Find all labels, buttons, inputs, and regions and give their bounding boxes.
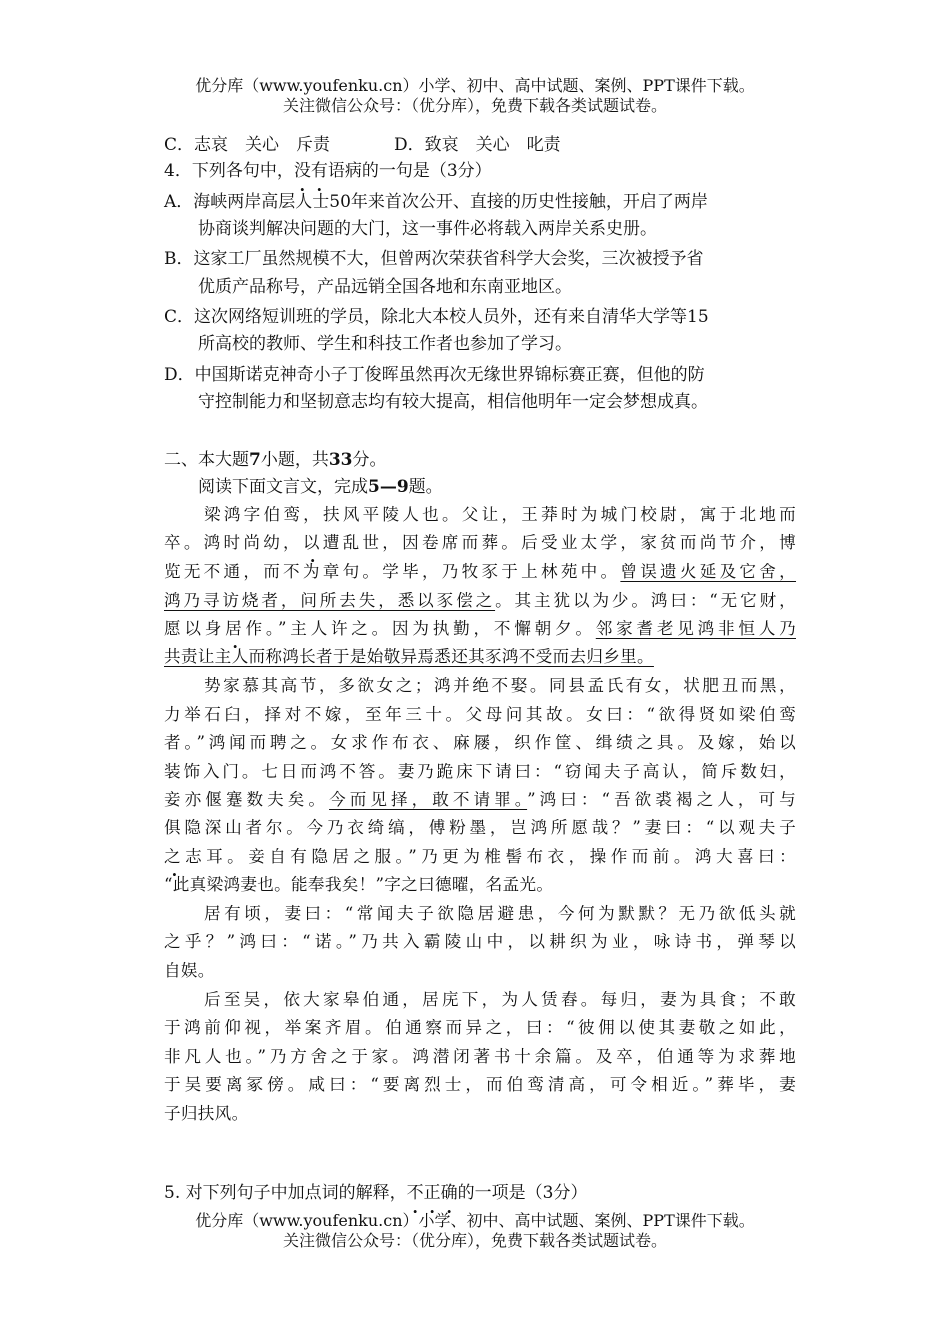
emphasis-char: 确 [440, 1183, 458, 1203]
passage-line: 子归扶风。 [164, 1104, 249, 1123]
passage-line: 鸿乃寻访烧者，问所去失，悉以豕偿之。其主犹以为少。鸿曰：“无它财， [164, 591, 796, 610]
passage-line: 后至吴，依大家皋伯通，居庑下，为人赁舂。每归，妻为具食；不敢 [204, 990, 796, 1009]
underlined-sentence: 今而见择，敢不请罪。 [329, 790, 528, 809]
q4-stem: 4．下列各句中，没有语病的一句是（3分） [164, 161, 492, 181]
q3-option-c: C．志哀 关心 斥责 [164, 135, 331, 155]
underlined-sentence: 曾误遗火延及它舍， [620, 562, 797, 581]
emphasis-char: 不 [406, 1183, 424, 1203]
q5-stem: 5. 对下列句子中加点词的解释，不正确的一项是（3分） [164, 1183, 588, 1203]
q4-option-d: D．中国斯诺克神奇小子丁俊晖虽然再次无缘世界锦标赛正赛，但他的防 [164, 365, 705, 385]
passage-line: 妾亦偃蹇数夫矣。今而见择，敢不请罪。”鸿曰：“吾欲裘褐之人，可与 [164, 790, 796, 809]
section-2-title: 二、本大题7小题，共33分。 [164, 450, 387, 470]
q4-option-b-cont: 优质产品称号，产品远销全国各地和东南亚地区。 [198, 277, 572, 297]
passage-line: 者。”鸿闻而聘之。女求作布衣、麻屦，织作筐、缉绩之具。及嫁，始以 [164, 733, 796, 752]
passage-line: 力举石臼，择对不嫁，至年三十。父母问其故。女曰：“欲得贤如梁伯鸾 [164, 705, 796, 724]
passage-line: 梁鸿字伯鸾，扶风平陵人也。父让，王莽时为城门校尉，寓于北地而 [204, 505, 796, 524]
passage-line: 览无不通，而不为章句。学毕，乃牧豕于上林苑中。曾误遗火延及它舍， [164, 562, 797, 581]
passage-line: 非凡人也。”乃方舍之于家。鸿潜闭著书十余篇。及卒，伯通等为求葬地 [164, 1047, 796, 1066]
passage-line [164, 646, 796, 668]
section-2-intro: 阅读下面文言文，完成5—9题。 [198, 477, 443, 497]
passage-line: 卒。鸿时尚幼，以遭乱世，因卷席而葬。后受业太学，家贫而尚节介，博 [164, 533, 796, 552]
emphasis-char: 有 [310, 161, 328, 181]
passage-line: 装饰入门。七日而鸿不答。妻乃跪床下请曰：“窃闻夫子高认，简斥数妇， [164, 762, 796, 781]
passage-line: 势家慕其高节，多欲女之；鸿并绝不娶。同县孟氏有女，状肥丑而黑， [204, 676, 796, 695]
emphasis-char: 正 [423, 1183, 441, 1203]
q4-option-d-cont: 守控制能力和坚韧意志均有较大提高，相信他明年一定会梦想成真。 [198, 392, 708, 412]
underlined-sentence: 共责让主人而称鸿长者于是始敬异焉悉还其豕鸿不受而去归乡里。 [164, 647, 654, 666]
q3-option-d: D．致哀 关心 叱责 [394, 135, 561, 155]
q4-option-a-cont: 协商谈判解决问题的大门，这一事件必将载入两岸关系史册。 [198, 219, 657, 239]
passage-line: 自娱。 [164, 961, 215, 980]
underlined-sentence: 邻家耆老见鸿非恒人乃 [595, 619, 796, 638]
passage-line: 俱隐深山者尔。今乃衣绮缟，傅粉墨，岂鸿所愿哉？”妻曰：“以观夫子 [164, 818, 796, 837]
passage-line: 愿以身居作。”主人许之。因为执勤，不懈朝夕。邻家耆老见鸿非恒人乃 [164, 619, 796, 638]
emphasis-char: 没 [293, 161, 311, 181]
q4-option-a: A．海峡两岸高层人士50年来首次公开、直接的历史性接触，开启了两岸 [164, 192, 708, 212]
emphasis-char: 之 [164, 847, 186, 866]
emphasis-char: 居 [225, 619, 246, 638]
q4-option-c-cont: 所高校的教师、学生和科技工作者也参加了学习。 [198, 334, 572, 354]
underlined-sentence: 鸿乃寻访烧者，问所去失，悉以豕偿之 [164, 591, 496, 610]
passage-line: “此真梁鸿妻也。能奉我矣！”字之曰德曜，名孟光。 [164, 875, 554, 894]
passage-line: 之志耳。妾自有隐居之服。”乃更为椎髻布衣，操作而前。鸿大喜曰： [164, 847, 796, 866]
emphasis-char: 以 [302, 533, 323, 552]
footer-line-1: 优分库（www.youfenku.cn）小学、初中、高中试题、案例、PPT课件下载。 [195, 1211, 755, 1230]
header-line-2: 关注微信公众号：（优分库），免费下载各类试题试卷。 [282, 96, 667, 115]
q4-option-b: B．这家工厂虽然规模不大，但曾两次荣获省科学大会奖，三次被授予省 [164, 249, 704, 269]
q4-option-c: C．这次网络短训班的学员，除北大本校人员外，还有来自清华大学等15 [164, 307, 709, 327]
passage-line: 于鸿前仰视，举案齐眉。伯通察而异之，曰：“彼佣以使其妻敬之如此， [164, 1018, 796, 1037]
passage-line: 居有顷，妻曰：“常闻夫子欲隐居避患，今何为默默？无乃欲低头就 [204, 904, 796, 923]
passage-line: 于吴要离冢傍。咸曰：“要离烈士，而伯鸾清高，可令相近。”葬毕，妻 [164, 1075, 796, 1094]
footer-line-2: 关注微信公众号：（优分库），免费下载各类试题试卷。 [282, 1231, 667, 1250]
q3-options [164, 134, 561, 156]
header-line-1: 优分库（www.youfenku.cn）小学、初中、高中试题、案例、PPT课件下载。 [195, 76, 755, 95]
passage-line: 之乎？”鸿曰：“诺。”乃共入霸陵山中，以耕织为业，咏诗书，弹琴以 [164, 932, 796, 951]
